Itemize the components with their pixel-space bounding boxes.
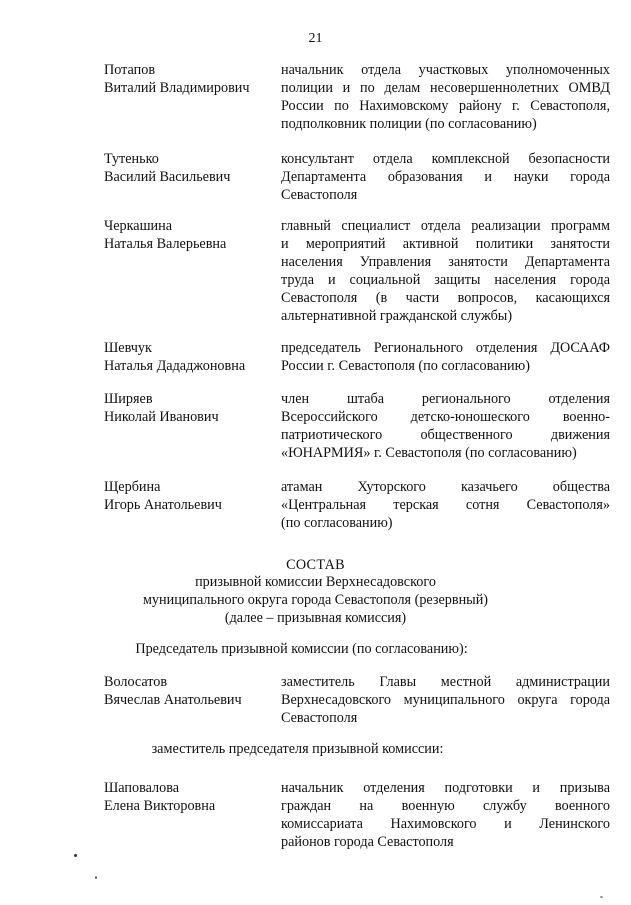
- member-surname: Шевчук: [104, 340, 152, 356]
- role-line: (по согласованию): [281, 515, 393, 531]
- member-surname: Волосатов: [104, 674, 168, 690]
- member-name: [104, 339, 276, 375]
- member-name: [104, 61, 276, 97]
- role-line: России г. Севастополя (по согласованию): [281, 358, 530, 374]
- member-given-name: Вячеслав Анатольевич: [104, 692, 242, 708]
- member-surname: Щербина: [104, 479, 161, 495]
- role-line: член штаба регионального отделения: [281, 391, 610, 407]
- member-name: [104, 150, 276, 186]
- role-line: начальник отделения подготовки и призыва: [281, 780, 610, 796]
- member-role: [281, 779, 610, 851]
- scan-speck: [74, 854, 77, 857]
- section-subtitle-line: призывной комиссии Верхнесадовского: [195, 574, 436, 590]
- role-line: районов города Севастополя: [281, 834, 454, 850]
- role-line: граждан на военную службу военного: [281, 798, 610, 814]
- role-line: комиссариата Нахимовского и Ленинского: [281, 816, 610, 832]
- scan-speck: [600, 896, 603, 898]
- member-surname: Тутенько: [104, 151, 159, 167]
- member-given-name: Игорь Анатольевич: [104, 497, 222, 513]
- scan-speck: [95, 876, 97, 879]
- member-role: [281, 339, 610, 375]
- member-role: [281, 390, 610, 462]
- section-title: СОСТАВ: [286, 557, 345, 573]
- member-role: [281, 150, 610, 204]
- role-line: «ЮНАРМИЯ» г. Севастополя (по согласованию): [281, 445, 577, 461]
- section-subtitle-line: муниципального округа города Севастополя (резервный): [142, 592, 489, 608]
- role-line: консультант отдела комплексной безопасности: [281, 151, 610, 167]
- role-line: подполковник полиции (по согласованию): [281, 116, 537, 132]
- chair-label: Председатель призывной комиссии (по согласованию):: [135, 641, 468, 657]
- role-line: заместитель Главы местной администрации: [281, 674, 610, 690]
- member-name: [104, 217, 276, 253]
- member-given-name: Елена Викторовна: [104, 798, 216, 814]
- role-line: труда и социальной защиты населения города: [281, 272, 610, 288]
- member-surname: Ширяев: [104, 391, 153, 407]
- member-surname: Черкашина: [104, 218, 172, 234]
- role-line: атаман Хуторского казачьего общества: [281, 479, 610, 495]
- member-role: [281, 673, 610, 727]
- member-given-name: Василий Васильевич: [104, 169, 231, 185]
- member-role: [281, 61, 610, 133]
- section-subtitle-line: (далее – призывная комиссия): [224, 610, 407, 626]
- member-name: [104, 478, 276, 514]
- member-surname: Потапов: [104, 62, 156, 78]
- member-given-name: Николай Иванович: [104, 409, 219, 425]
- role-line: Севастополя: [281, 710, 358, 726]
- member-given-name: Виталий Владимирович: [104, 80, 250, 96]
- role-line: председатель Регионального отделения ДОСААФ: [281, 340, 610, 356]
- role-line: патриотического общественного движения: [281, 427, 610, 443]
- role-line: Верхнесадовского муниципального округа города: [281, 692, 610, 708]
- role-line: главный специалист отдела реализации программ: [281, 218, 610, 234]
- member-name: [104, 779, 276, 815]
- role-line: Севастополя: [281, 187, 358, 203]
- role-line: Департамента образования и науки города: [281, 169, 610, 185]
- role-line: полиции и по делам несовершеннолетних ОМВД: [281, 80, 610, 96]
- role-line: населения Управления занятости Департамента: [281, 254, 610, 270]
- member-name: [104, 673, 276, 709]
- member-given-name: Наталья Валерьевна: [104, 236, 227, 252]
- role-line: России по Нахимовскому району г. Севастополя,: [281, 98, 610, 114]
- role-line: Всероссийского детско-юношеского военно-: [281, 409, 610, 425]
- role-line: и мероприятий активной политики занятости: [281, 236, 610, 252]
- member-surname: Шаповалова: [104, 780, 180, 796]
- member-role: [281, 217, 610, 325]
- role-line: альтернативной гражданской службы): [281, 308, 513, 324]
- role-line: начальник отдела участковых уполномоченных: [281, 62, 610, 78]
- deputy-label: заместитель председателя призывной комиссии:: [151, 741, 444, 757]
- page-number: 21: [308, 31, 323, 46]
- role-line: Севастополя (в части вопросов, касающихся: [281, 290, 610, 306]
- role-line: «Центральная терская сотня Севастополя»: [281, 497, 610, 513]
- member-given-name: Наталья Дададжоновна: [104, 358, 246, 374]
- member-role: [281, 478, 610, 532]
- member-name: [104, 390, 276, 426]
